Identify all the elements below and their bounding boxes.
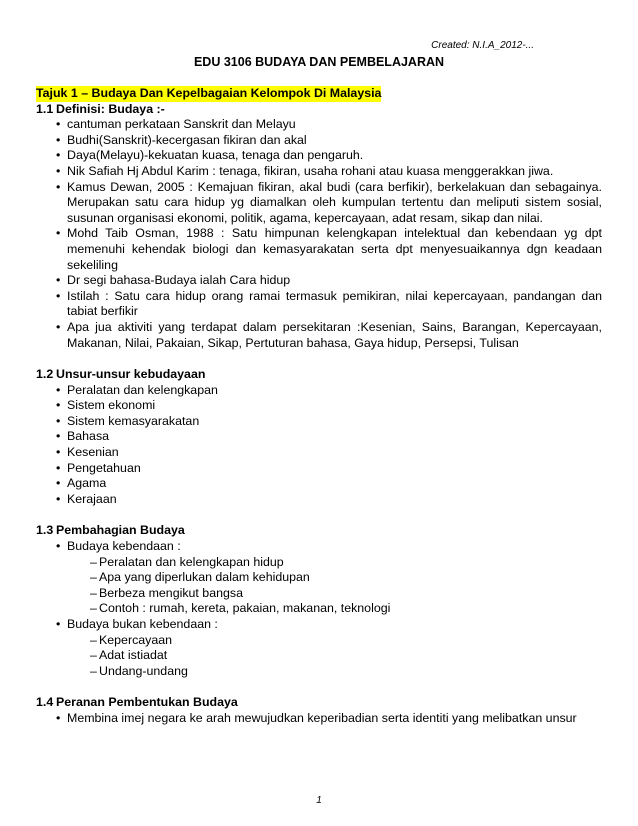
section-number: 1.3: [36, 523, 54, 538]
list-item: • Kerajaan: [36, 492, 602, 508]
sub-list-item: – Peralatan dan kelengkapan hidup: [36, 555, 602, 571]
list-item: • Peralatan dan kelengkapan: [36, 383, 602, 399]
section-heading-peranan: [36, 695, 602, 711]
definisi-list: [36, 117, 602, 351]
spacer: [36, 679, 602, 695]
spacer: [36, 507, 602, 523]
spacer: [36, 351, 602, 367]
list-item: • Dr segi bahasa-Budaya ialah Cara hidup: [36, 273, 602, 289]
list-item: • cantuman perkataan Sanskrit dan Melayu: [36, 117, 602, 133]
page-number: 1: [316, 795, 322, 806]
list-item: • Nik Safiah Hj Abdul Karim : tenaga, fikiran, usaha rohani atau kuasa menggerakkan jiwa.: [36, 164, 602, 180]
list-item: • Apa jua aktiviti yang terdapat dalam persekitaran :Kesenian, Sains, Barangan, Kepercayaan, Makanan, Nilai, Pakaian, Sikap, Pertuturan bahasa, Gaya hidup, Persepsi, Tulisan: [36, 320, 602, 351]
sub-list-item: – Apa yang diperlukan dalam kehidupan: [36, 570, 602, 586]
sub-list-item: – Contoh : rumah, kereta, pakaian, makanan, teknologi: [36, 601, 602, 617]
section-title: Pembahagian Budaya: [56, 523, 185, 538]
unsur-list: [36, 383, 602, 508]
peranan-list: [36, 711, 602, 727]
section-number: 1.1: [36, 101, 54, 116]
created-note: Created: N.I.A_2012-...: [431, 40, 534, 51]
section-number: 1.4: [36, 695, 54, 710]
list-item: • Istilah : Satu cara hidup orang ramai termasuk pemikiran, nilai kepercayaan, pandangan dan tabiat berfikir: [36, 289, 602, 320]
section-title: Unsur-unsur kebudayaan: [56, 367, 206, 382]
pembahagian-list: [36, 539, 602, 555]
list-item: • Sistem kemasyarakatan: [36, 414, 602, 430]
document-title: EDU 3106 BUDAYA DAN PEMBELAJARAN: [193, 55, 445, 69]
list-item: [36, 539, 602, 555]
list-item: • Daya(Melayu)-kekuatan kuasa, tenaga dan pengaruh.: [36, 148, 602, 164]
list-item: • Kesenian: [36, 445, 602, 461]
document-body: [36, 86, 602, 727]
list-item: • Sistem ekonomi: [36, 398, 602, 414]
section-heading-pembahagian: [36, 523, 602, 539]
sub-list-item: – Adat istiadat: [36, 648, 602, 664]
section-number: 1.2: [36, 367, 54, 382]
list-item-label: Budaya kebendaan :: [67, 539, 181, 554]
topic-heading: Tajuk 1 – Budaya Dan Kepelbagaian Kelompok Di Malaysia: [36, 86, 382, 100]
list-item: • Pengetahuan: [36, 461, 602, 477]
list-item-label: Budaya bukan kebendaan :: [67, 617, 218, 631]
pembahagian-list-2: [36, 617, 602, 633]
section-heading-unsur: [36, 367, 602, 383]
list-item: • Membina imej negara ke arah mewujudkan keperibadian serta identiti yang melibatkan unsur: [36, 711, 602, 727]
list-item: • Agama: [36, 476, 602, 492]
list-item: • Mohd Taib Osman, 1988 : Satu himpunan kelengkapan intelektual dan kebendaan yg dpt memenuhi kehendak biologi dan kemasyarakatan serta dpt menyesuaikannya dgn keadaan sekeliling: [36, 226, 602, 273]
bukan-kebendaan-sublist: [36, 633, 602, 680]
section-title: Definisi: Budaya :-: [56, 101, 165, 116]
sub-list-item: – Berbeza mengikut bangsa: [36, 586, 602, 602]
section-title: Peranan Pembentukan Budaya: [56, 695, 238, 710]
kebendaan-sublist: [36, 555, 602, 617]
list-item: • Kamus Dewan, 2005 : Kemajuan fikiran, akal budi (cara berfikir), berkelakuan dan sebagainya. Merupakan satu cara hidup yg diamalkan oleh kumpulan tertentu dan meliputi sistem sosial, susunan organisasi ekonomi, politik, agama, kepercayaan, adat resam, sikap dan nilai.: [36, 180, 602, 227]
list-item: • Budhi(Sanskrit)-kecergasan fikiran dan akal: [36, 133, 602, 149]
sub-list-item: – Undang-undang: [36, 664, 602, 680]
section-heading-definisi: [36, 102, 602, 118]
list-item: [36, 617, 602, 633]
sub-list-item: – Kepercayaan: [36, 633, 602, 649]
list-item: • Bahasa: [36, 429, 602, 445]
